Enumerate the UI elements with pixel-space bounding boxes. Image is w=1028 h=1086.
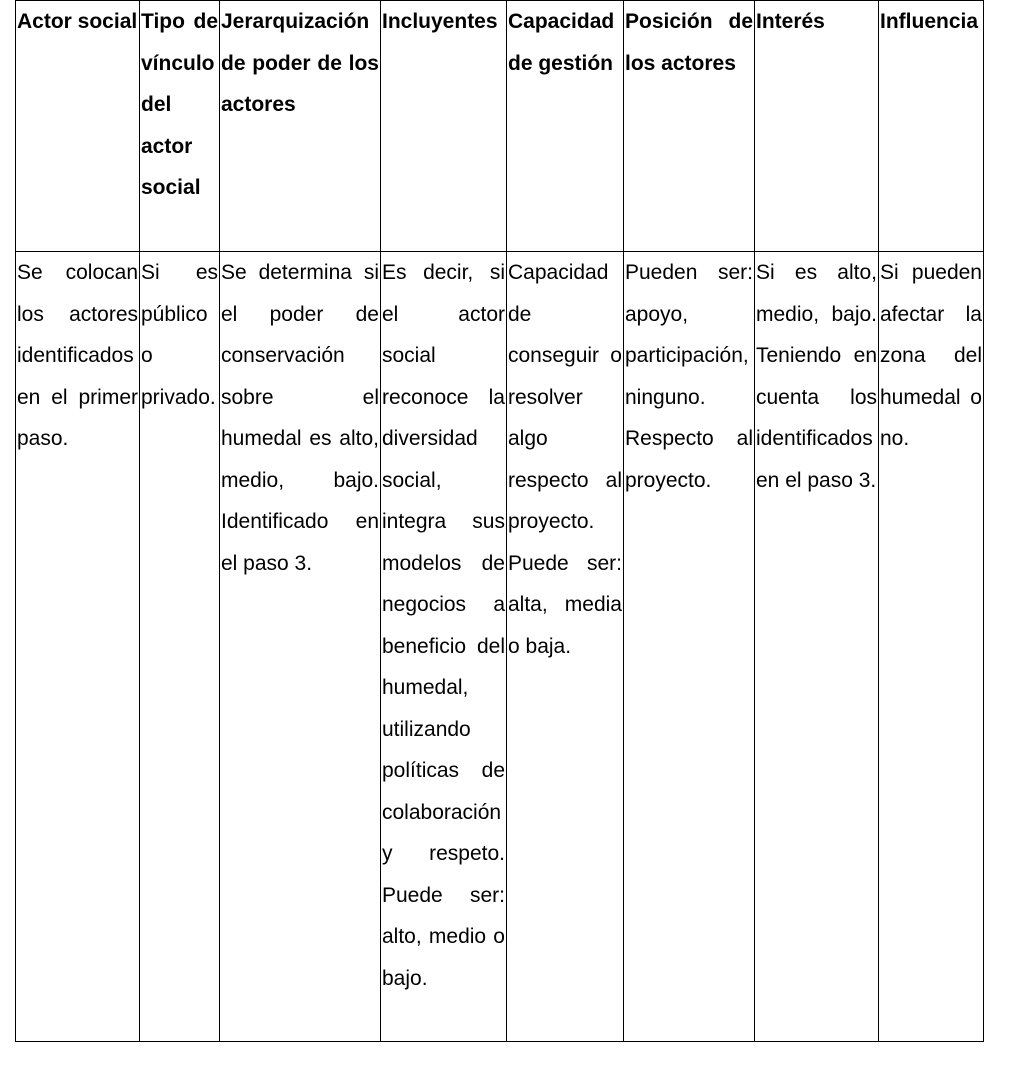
header-jerarquizacion: Jerarquización de poder de los actores [220,1,381,252]
cell-capacidad-gestion: Capacidad de conseguir o resolver algo respecto al proyecto. Puede ser: alta, media o baja. [507,252,624,1042]
header-capacidad-gestion: Capacidad de gestión [507,1,624,252]
table-row [16,252,984,1042]
header-actor-social: Actor social [16,1,140,252]
header-row [16,1,984,252]
cell-actor-social: Se colocan los actores identificados en el primer paso. [16,252,140,1042]
header-influencia: Influencia [879,1,984,252]
header-interes: Interés [755,1,879,252]
cell-jerarquizacion: Se determina si el poder de conservación sobre el humedal es alto, medio, bajo. Identificado en el paso 3. [220,252,381,1042]
cell-incluyentes: Es decir, si el actor social reconoce la diversidad social, integra sus modelos de negocios a beneficio del humedal, utilizando políticas de colaboración y respeto. Puede ser: alto, medio o bajo. [381,252,507,1042]
header-incluyentes: Incluyentes [381,1,507,252]
actor-analysis-table [15,0,984,1042]
header-posicion-actores: Posición de los actores [624,1,755,252]
cell-tipo-vinculo: Si es público o privado. [140,252,220,1042]
cell-posicion-actores: Pueden ser: apoyo, participación, ninguno. Respecto al proyecto. [624,252,755,1042]
cell-interes: Si es alto, medio, bajo. Teniendo en cuenta los identificados en el paso 3. [755,252,879,1042]
header-tipo-vinculo: Tipo de vínculo del actor social [140,1,220,252]
cell-influencia: Si pueden afectar la zona del humedal o no. [879,252,984,1042]
